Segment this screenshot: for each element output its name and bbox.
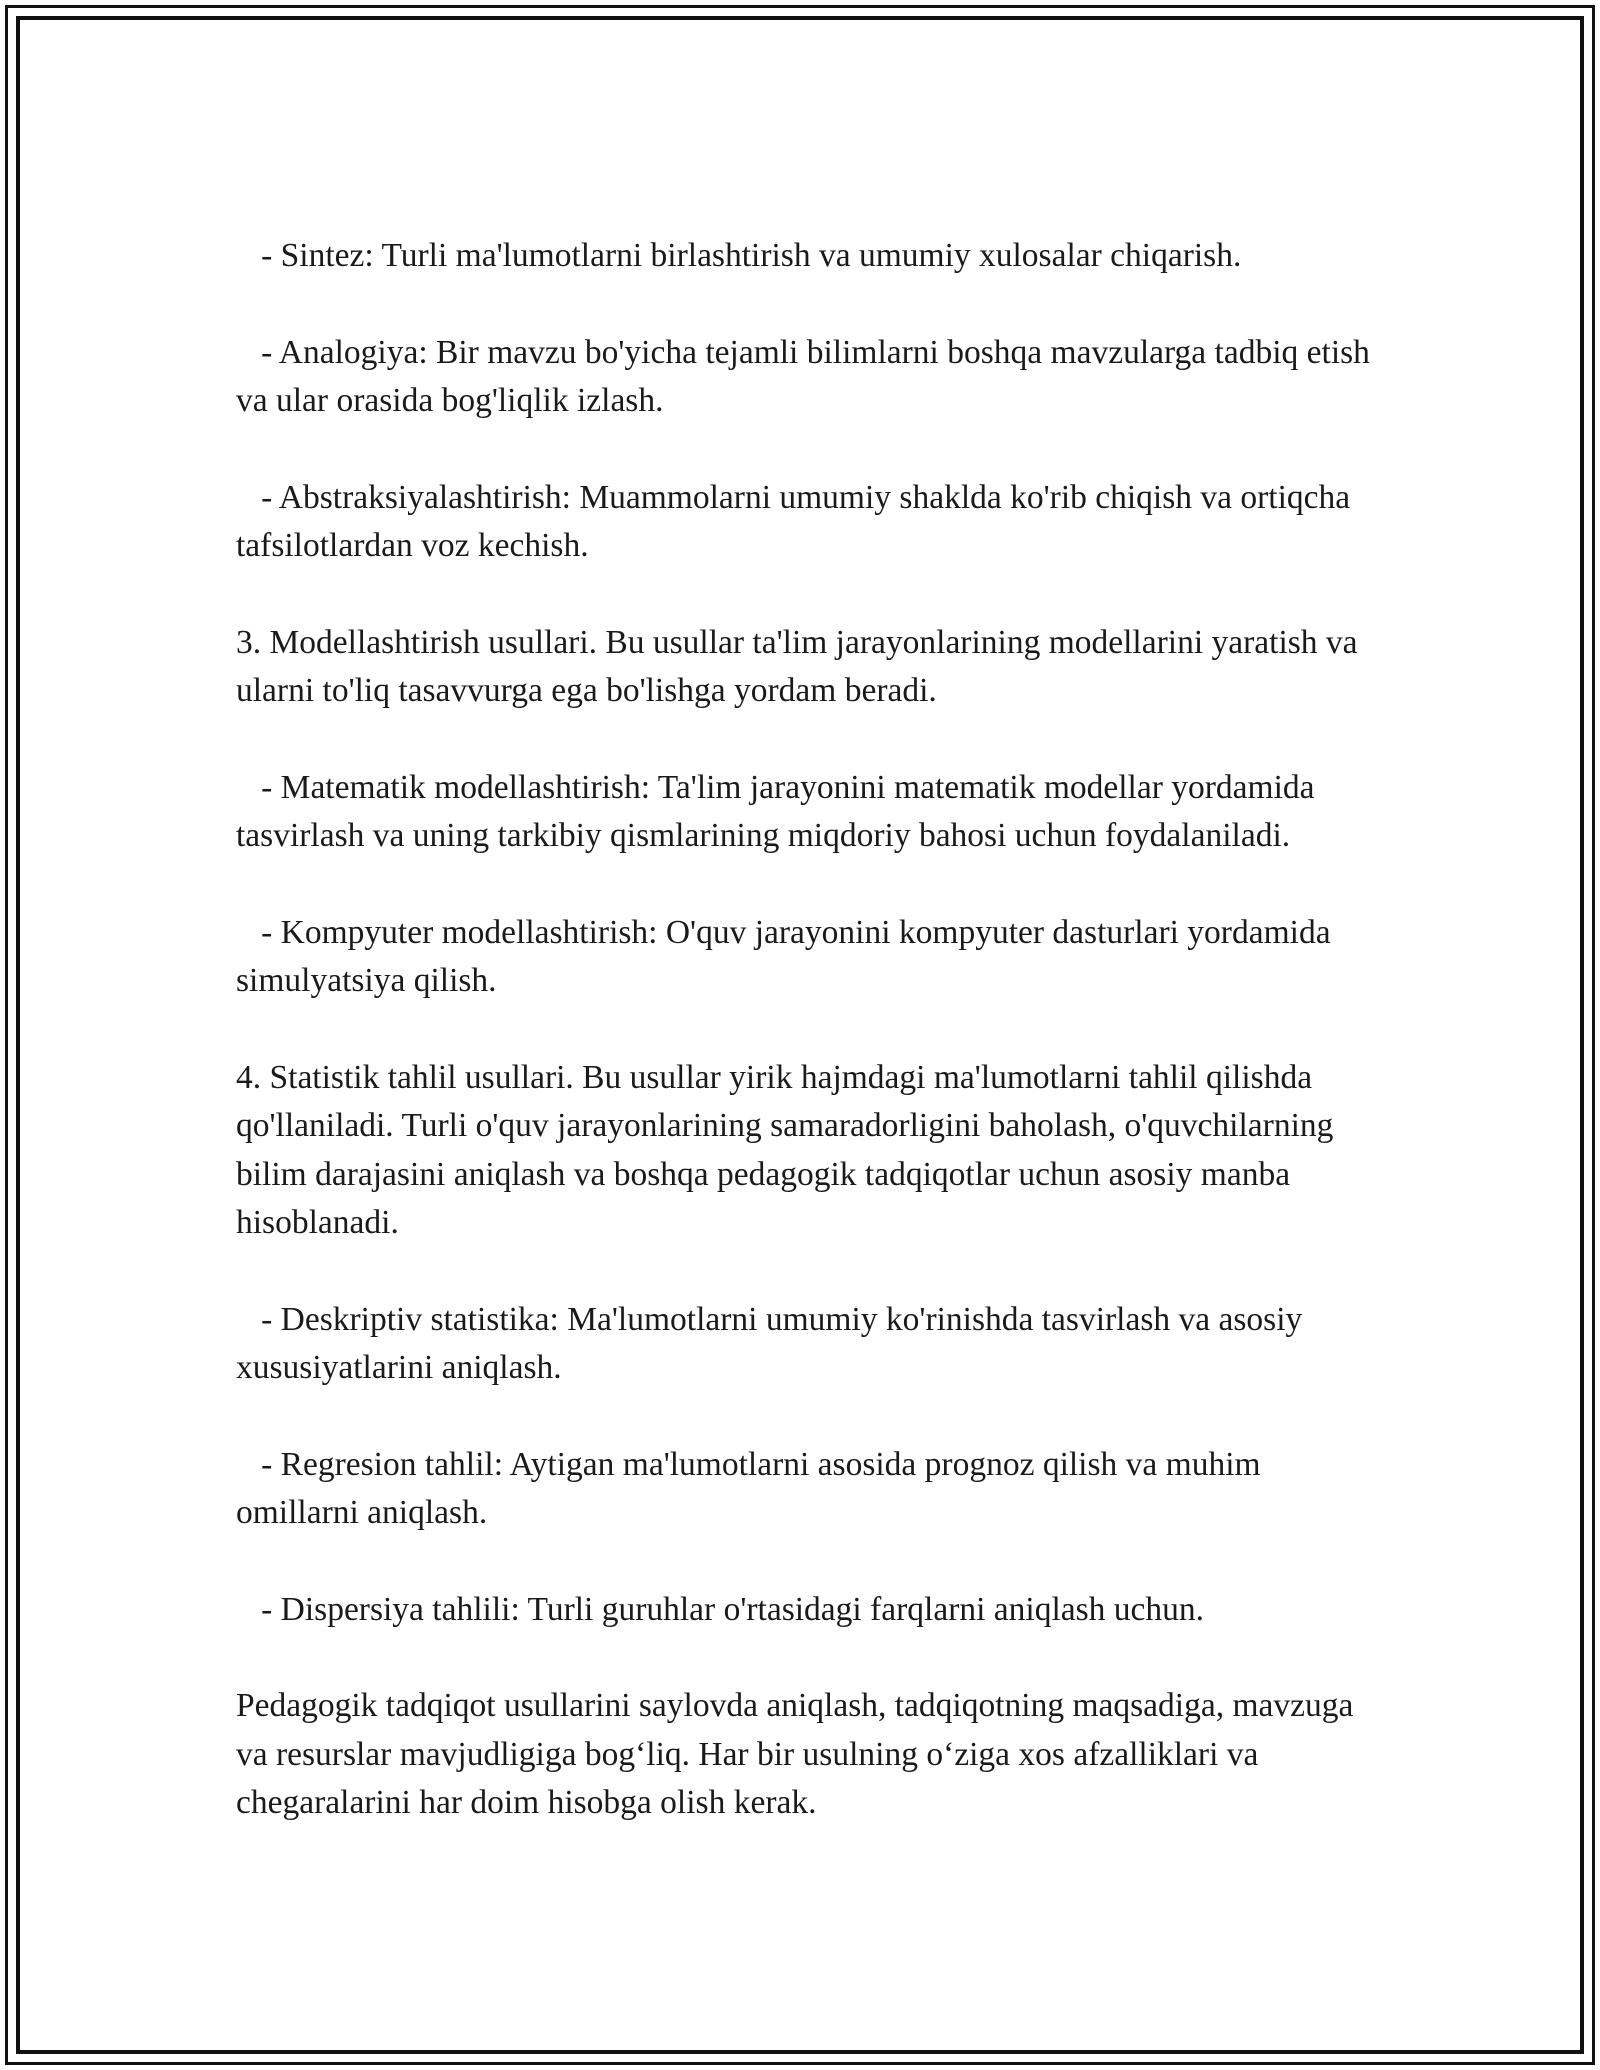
paragraph-abstraksiyalashtirish: - Abstraksiyalashtirish: Muammolarni umumiy shaklda ko'rib chiqish va ortiqcha tafsilotlardan voz kechish.	[236, 478, 1359, 564]
paragraph-dispersiya-tahlili: - Dispersiya tahlili: Turli guruhlar o'rtasidagi farqlarni aniqlash uchun.	[236, 1590, 1205, 1628]
paragraph-regresion-tahlil: - Regresion tahlil: Aytigan ma'lumotlarni asosida prognoz qilish va muhim omillarni aniqlash.	[236, 1445, 1269, 1531]
paragraph-conclusion: Pedagogik tadqiqot usullarini saylovda aniqlash, tadqiqotning maqsadiga, mavzuga va resurslar mavjudligiga bog‘liq. Har bir usulning o‘ziga xos afzalliklari va chegaralarini har doim hisobga olish kerak.	[236, 1687, 1362, 1821]
paragraph-deskriptiv-statistika: - Deskriptiv statistika: Ma'lumotlarni umumiy ko'rinishda tasvirlash va asosiy xususiyatlarini aniqlash.	[236, 1300, 1311, 1386]
document-body	[236, 232, 1379, 1876]
paragraph-sintez: - Sintez: Turli ma'lumotlarni birlashtirish va umumiy xulosalar chiqarish.	[236, 237, 1242, 274]
paragraph-analogiya: - Analogiya: Bir mavzu bo'yicha tejamli bilimlarni boshqa mavzularga tadbiq etish va ular orasida bog'liqlik izlash.	[236, 333, 1379, 419]
paragraph-kompyuter-modellashtirish: - Kompyuter modellashtirish: O'quv jarayonini kompyuter dasturlari yordamida simulyatsiya qilish.	[236, 913, 1339, 999]
paragraph-statistik-tahlil: 4. Statistik tahlil usullari. Bu usullar yirik hajmdagi ma'lumotlarni tahlil qilishda qo'llaniladi. Turli o'quv jarayonlarining samaradorligini baholash, o'quvchilarning bilim darajasini aniqlash va boshqa pedagogik tadqiqotlar uchun asosiy manba hisoblanadi.	[236, 1058, 1342, 1241]
paragraph-matematik-modellashtirish: - Matematik modellashtirish: Ta'lim jarayonini matematik modellar yordamida tasvirlash va uning tarkibiy qismlarining miqdoriy bahosi uchun foydalaniladi.	[236, 768, 1323, 854]
paragraph-modellashtirish-usullari: 3. Modellashtirish usullari. Bu usullar ta'lim jarayonlarining modellarini yaratish va ularni to'liq tasavvurga ega bo'lishga yordam beradi.	[236, 623, 1366, 709]
